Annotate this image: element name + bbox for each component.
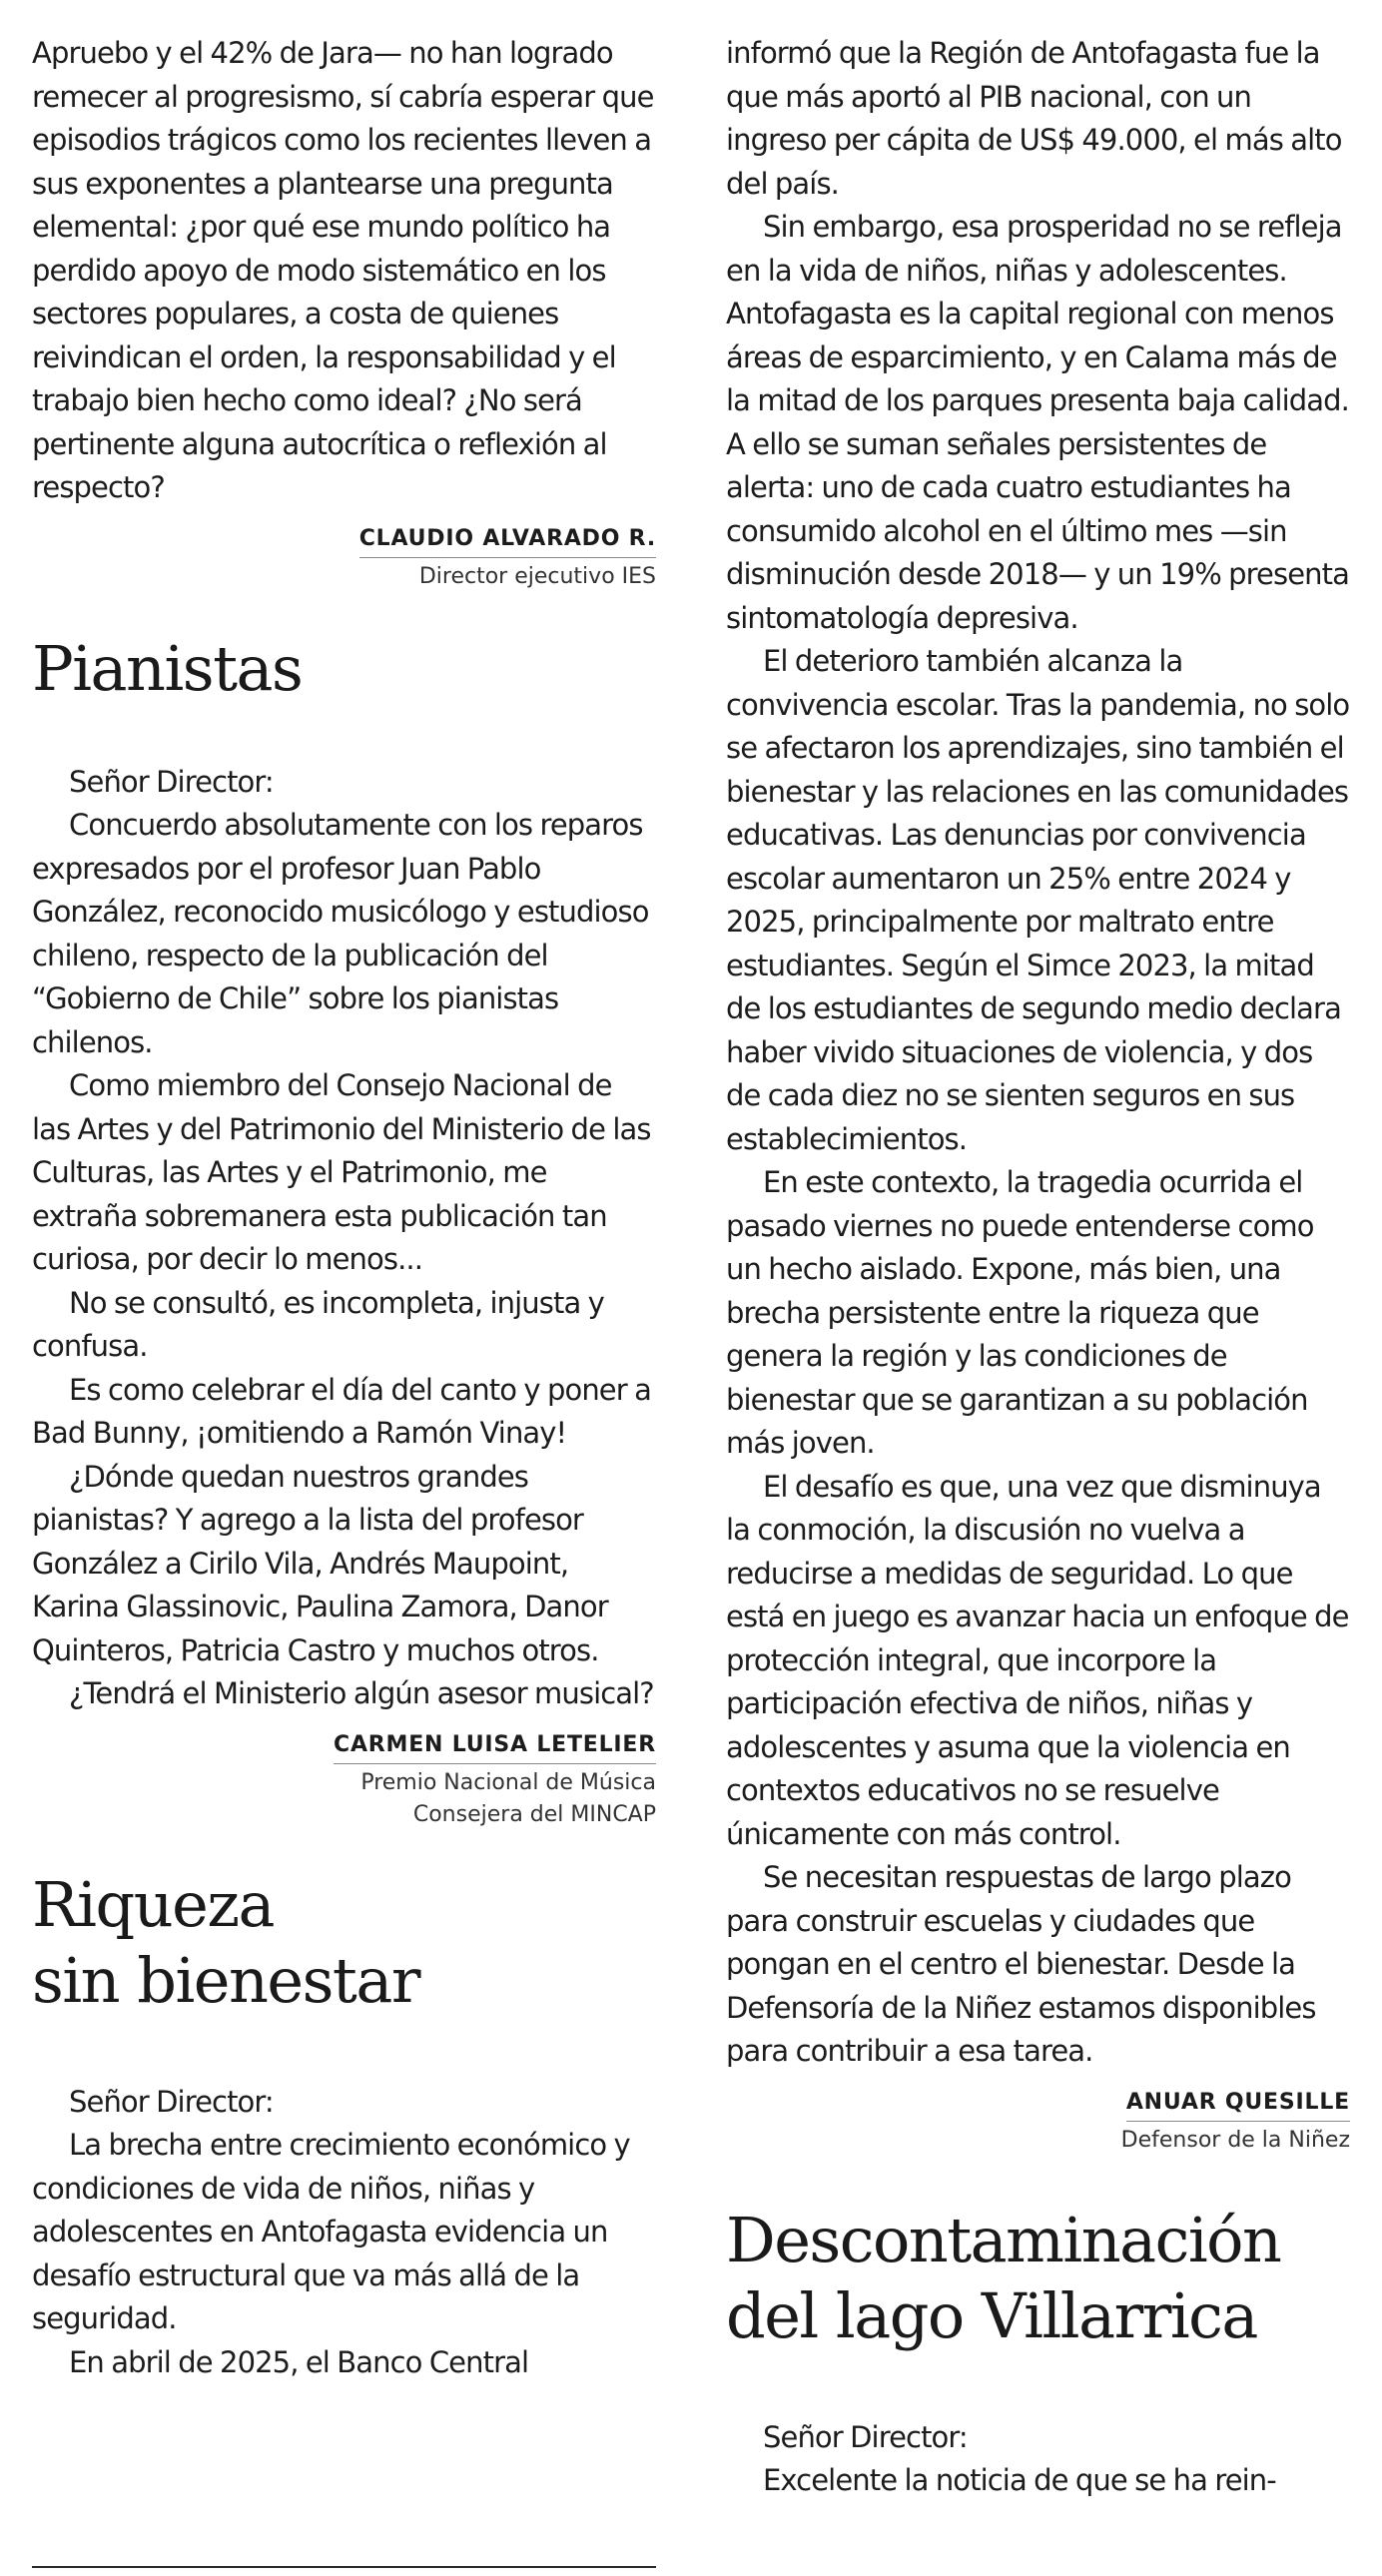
salutation: Señor Director:: [69, 2084, 274, 2119]
signature-title: Consejera del MINCAP: [412, 1801, 656, 1827]
letter-paragraph: Es como celebrar el día del canto y poner a Bad Bunny, ¡omitiendo a Ramón Vinay!: [32, 1372, 651, 1450]
signature-title: Director ejecutivo IES: [418, 563, 656, 589]
left-column: [32, 0, 656, 2384]
headline-line: Riqueza: [32, 1867, 274, 1941]
headline-pianistas: Pianistas: [32, 631, 303, 705]
letter-paragraph: La brecha entre crecimiento económico y condiciones de vida de niños, niñas y adolescentes en Antofagasta evidencia un desafío estructural que va más allá de la seguridad.: [32, 2128, 630, 2335]
letter-continuation-paragraph: Apruebo y el 42% de Jara— no han logrado remecer al progresismo, sí cabría esperar que episodios trágicos como los recientes lleven a sus exponentes a plantearse una pregunta elemental: ¿por qué ese mundo político ha perdido apoyo de modo sistemático en los sectores populares, a costa de quienes reivindican el orden, la responsabilidad y el trabajo bien hecho como ideal? ¿No será pertinente alguna autocrítica o reflexión al respecto?: [32, 36, 654, 504]
letter-paragraph: ¿Tendrá el Ministerio algún asesor musical?: [69, 1676, 654, 1710]
signature-block: [32, 518, 656, 593]
headline-line: sin bienestar: [32, 1943, 419, 2017]
letter-paragraph: Concuerdo absolutamente con los reparos expresados por el profesor Juan Pablo González, reconocido musicólogo y estudioso chileno, respecto de la publicación del “Gobierno de Chile” sobre los pianistas chilenos.: [32, 808, 649, 1059]
signature-name: CARMEN LUISA LETELIER: [334, 1732, 656, 1764]
signature-block: [726, 2082, 1350, 2157]
headline-lago-villarrica: [726, 2203, 1350, 2354]
letter-paragraph: Sin embargo, esa prosperidad no se refleja en la vida de niños, niñas y adolescentes. Antofagasta es la capital regional con menos áreas de esparcimiento, y en Calama más de la mitad de los parques presenta baja calidad. A ello se suman señales persistentes de alerta: uno de cada cuatro estudiantes ha consumido alcohol en el último mes —sin disminución desde 2018— y un 19% presenta sintomatología depresiva.: [726, 210, 1349, 635]
signature-name: ANUAR QUESILLE: [1126, 2090, 1350, 2122]
letter-paragraph: El deterioro también alcanza la convivencia escolar. Tras la pandemia, no solo se afectaron los aprendizajes, sino también el bienestar y las relaciones en las comunidades educativas. Las denuncias por convivencia escolar aumentaron un 25% entre 2024 y 2025, principalmente por maltrato entre estudiantes. Según el Simce 2023, la mitad de los estudiantes de segundo medio declara haber vivido situaciones de violencia, y dos de cada diez no se sienten seguros en sus establecimientos.: [726, 644, 1350, 1156]
headline-riqueza: [32, 1867, 656, 2019]
letter-paragraph: Excelente la noticia de que se ha rein-: [763, 2463, 1276, 2497]
letter-paragraph: No se consultó, es incompleta, injusta y confusa.: [32, 1285, 604, 1363]
signature-block: [32, 1724, 656, 1831]
letter-paragraph: En abril de 2025, el Banco Central: [69, 2344, 529, 2379]
letter-paragraph: ¿Dónde quedan nuestros grandes pianistas? Y agrego a la lista del profesor González a Cirilo Vila, Andrés Maupoint, Karina Glassinovic, Paulina Zamora, Danor Quinteros, Patricia Castro y muchos otros.: [32, 1459, 608, 1667]
letter-paragraph: En este contexto, la tragedia ocurrida el pasado viernes no puede entenderse como un hecho aislado. Expone, más bien, una brecha persistente entre la riqueza que genera la región y las condiciones de bienestar que se garantizan a su población más joven.: [726, 1165, 1314, 1460]
letter-continuation-paragraph: informó que la Región de Antofagasta fue la que más aportó al PIB nacional, con un ingreso per cápita de US$ 49.000, el más alto del país.: [726, 36, 1342, 201]
signature-title: Premio Nacional de Música: [360, 1769, 656, 1795]
signature-name: CLAUDIO ALVARADO R.: [359, 526, 656, 558]
letter-paragraph: Como miembro del Consejo Nacional de las Artes y del Patrimonio del Ministerio de las Culturas, las Artes y el Patrimonio, me extraña sobremanera esta publicación tan curiosa, por decir lo menos...: [32, 1068, 651, 1276]
salutation: Señor Director:: [69, 764, 274, 799]
headline-line: del lago Villarrica: [726, 2278, 1257, 2352]
letter-paragraph: El desafío es que, una vez que disminuya la conmoción, la discusión no vuelva a reducirse a medidas de seguridad. Lo que está en juego es avanzar hacia un enfoque de protección integral, que incorpore la participación efectiva de niños, niñas y adolescentes y asuma que la violencia en contextos educativos no se resuelve únicamente con más control.: [726, 1469, 1349, 1851]
right-column: [726, 0, 1350, 2503]
letter-paragraph: Se necesitan respuestas de largo plazo para construir escuelas y ciudades que pongan en el centro el bienestar. Desde la Defensoría de la Niñez estamos disponibles para contribuir a esa tarea.: [726, 1860, 1316, 2068]
headline-line: Descontaminación: [726, 2203, 1281, 2276]
salutation: Señor Director:: [763, 2419, 968, 2454]
column-bottom-rule: [32, 2566, 656, 2568]
signature-title: Defensor de la Niñez: [1120, 2127, 1350, 2153]
